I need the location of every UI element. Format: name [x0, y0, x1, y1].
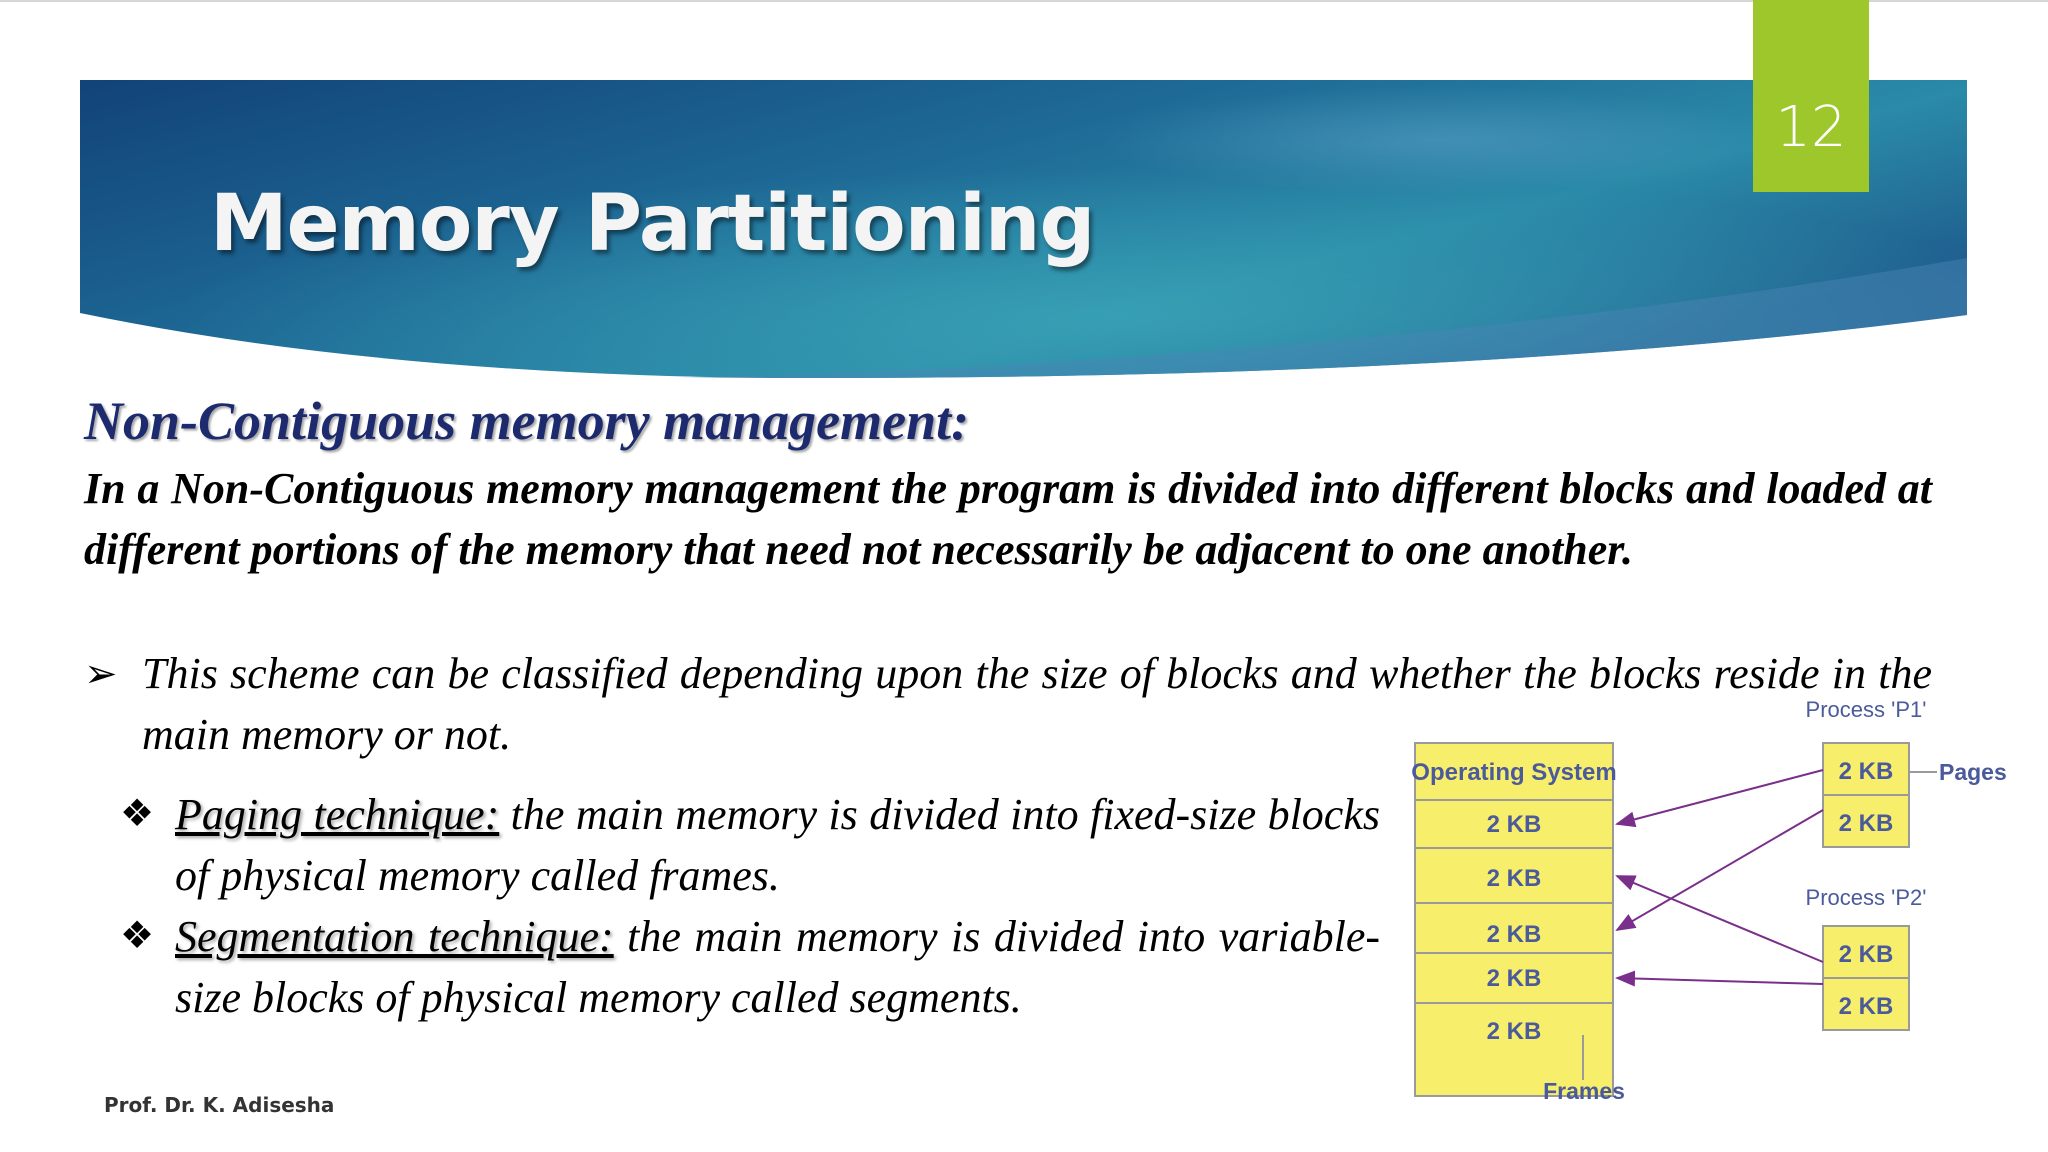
diamond-bullet-icon: ❖ — [120, 793, 155, 835]
frame-cell: 2 KB — [1486, 965, 1542, 992]
sub-bullet-segmentation — [120, 906, 1380, 1028]
sub-bullet-term: Paging technique: — [175, 790, 500, 839]
paging-diagram — [1400, 700, 2010, 1120]
frame-cell: 2 KB — [1486, 865, 1542, 892]
top-border — [0, 0, 2048, 2]
slide-title: Memory Partitioning — [210, 179, 1095, 269]
sub-bullet-description: the main memory is divided into fixed-size blocks of physical memory called frames. — [175, 790, 1380, 900]
frame-cell: 2 KB — [1486, 1018, 1542, 1045]
section-heading: Non-Contiguous memory management: — [84, 391, 970, 451]
bullet-text: This scheme can be classified depending upon the size of blocks and whether the blocks reside in the main memory or not. — [142, 649, 1932, 759]
diamond-bullet-icon: ❖ — [120, 915, 155, 957]
page-cell: 2 KB — [1838, 993, 1894, 1020]
sub-bullet-term: Segmentation technique: — [175, 912, 614, 961]
mapping-arrow — [1617, 770, 1823, 824]
mapping-arrow — [1617, 810, 1823, 930]
memory-column — [1411, 743, 1625, 1104]
page-cell: 2 KB — [1838, 758, 1894, 785]
intro-paragraph: In a Non-Contiguous memory management the program is divided into different blocks and loaded at different portions of the memory that need not necessarily be adjacent to one another. — [84, 464, 1932, 574]
process-p1-label: Process 'P1' — [1805, 700, 1927, 722]
page-cell: 2 KB — [1838, 810, 1894, 837]
footer-author: Prof. Dr. K. Adisesha — [104, 1093, 335, 1117]
process-p2-label: Process 'P2' — [1805, 885, 1927, 910]
sub-bullet-text — [175, 784, 1380, 906]
mapping-arrow — [1617, 978, 1823, 984]
frame-cell: 2 KB — [1486, 921, 1542, 948]
sub-bullet-description: the main memory is divided into variable-size blocks of physical memory called segments. — [175, 912, 1380, 1022]
process-p1 — [1806, 700, 2007, 847]
mapping-arrow — [1617, 876, 1823, 962]
memory-header: Operating System — [1411, 759, 1617, 786]
page-cell: 2 KB — [1838, 941, 1894, 968]
frames-label: Frames — [1543, 1078, 1625, 1104]
arrow-bullet-icon: ➢ — [84, 651, 118, 696]
page-number: 12 — [1775, 95, 1847, 160]
frame-cell: 2 KB — [1486, 811, 1542, 838]
mapping-arrows — [1617, 770, 1823, 984]
sub-bullet-text — [175, 906, 1380, 1028]
process-p2 — [1806, 885, 1927, 1030]
sub-bullet-paging — [120, 784, 1380, 906]
pages-label: Pages — [1939, 759, 2007, 785]
